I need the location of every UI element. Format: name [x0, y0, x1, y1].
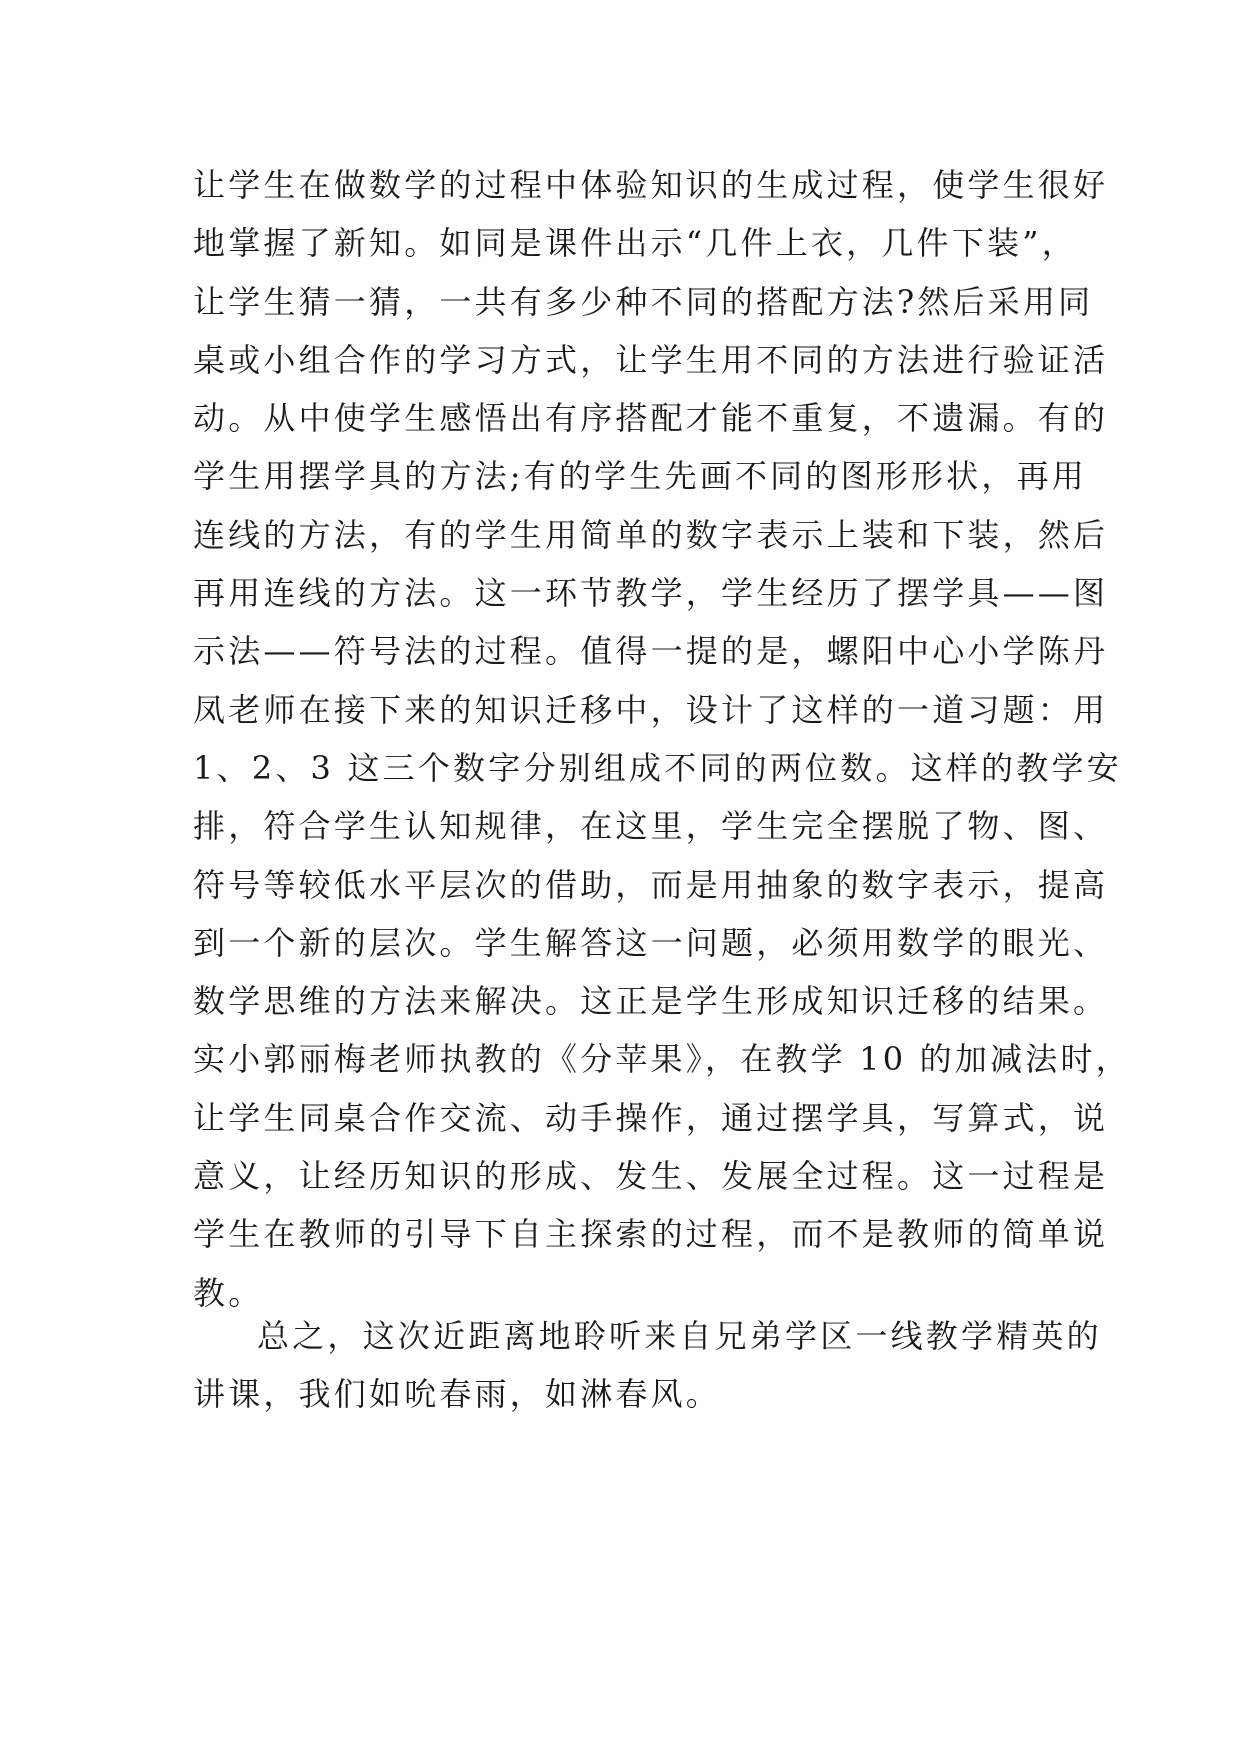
- text-line: 数学思维的方法来解决。这正是学生形成知识迁移的结果。: [193, 982, 1109, 1021]
- text-line: 讲课，我们如吮春雨，如淋春风。: [193, 1375, 722, 1414]
- text-line: 意义，让经历知识的形成、发生、发展全过程。这一过程是: [193, 1157, 1109, 1196]
- text-line: 动。从中使学生感悟出有序搭配才能不重复，不遗漏。有的: [193, 399, 1109, 438]
- text-line: 学生在教师的引导下自主探索的过程，而不是教师的简单说: [193, 1215, 1109, 1254]
- text-line: 符号等较低水平层次的借助，而是用抽象的数字表示，提高: [193, 865, 1109, 904]
- text-line: 再用连线的方法。这一环节教学，学生经历了摆学具——图: [193, 574, 1109, 613]
- text-line: 实小郭丽梅老师执教的《分苹果》，在教学 10 的加减法时，: [193, 1040, 1131, 1079]
- text-line: 1、2、3 这三个数字分别组成不同的两位数。这样的教学安: [193, 748, 1122, 787]
- text-line: 总之，这次近距离地聆听来自兄弟学区一线教学精英的: [257, 1317, 1102, 1355]
- text-line: 教。: [193, 1273, 264, 1312]
- text-line: 学生用摆学具的方法;有的学生先画不同的图形形状，再用: [193, 457, 1087, 496]
- paragraph-1: [193, 156, 1131, 1322]
- text-line: 桌或小组合作的学习方式，让学生用不同的方法进行验证活: [193, 340, 1109, 379]
- text-line: 让学生在做数学的过程中体验知识的生成过程，使学生很好: [193, 166, 1109, 204]
- text-line: 示法——符号法的过程。值得一提的是，螺阳中心小学陈丹: [193, 632, 1109, 671]
- text-line: 连线的方法，有的学生用简单的数字表示上装和下装，然后: [193, 515, 1109, 554]
- text-line: 让学生猜一猜，一共有多少种不同的搭配方法?然后采用同: [193, 282, 1094, 321]
- text-line: 排，符合学生认知规律，在这里，学生完全摆脱了物、图、: [193, 807, 1109, 846]
- text-line: 让学生同桌合作交流、动手操作，通过摆学具，写算式，说: [193, 1098, 1109, 1137]
- text-line: 凤老师在接下来的知识迁移中，设计了这样的一道习题：用: [193, 690, 1109, 729]
- text-line: 地掌握了新知。如同是课件出示“几件上衣，几件下装”，: [193, 224, 1077, 263]
- text-line: 到一个新的层次。学生解答这一问题，必须用数学的眼光、: [193, 923, 1109, 962]
- paragraph-2: [193, 1307, 1102, 1424]
